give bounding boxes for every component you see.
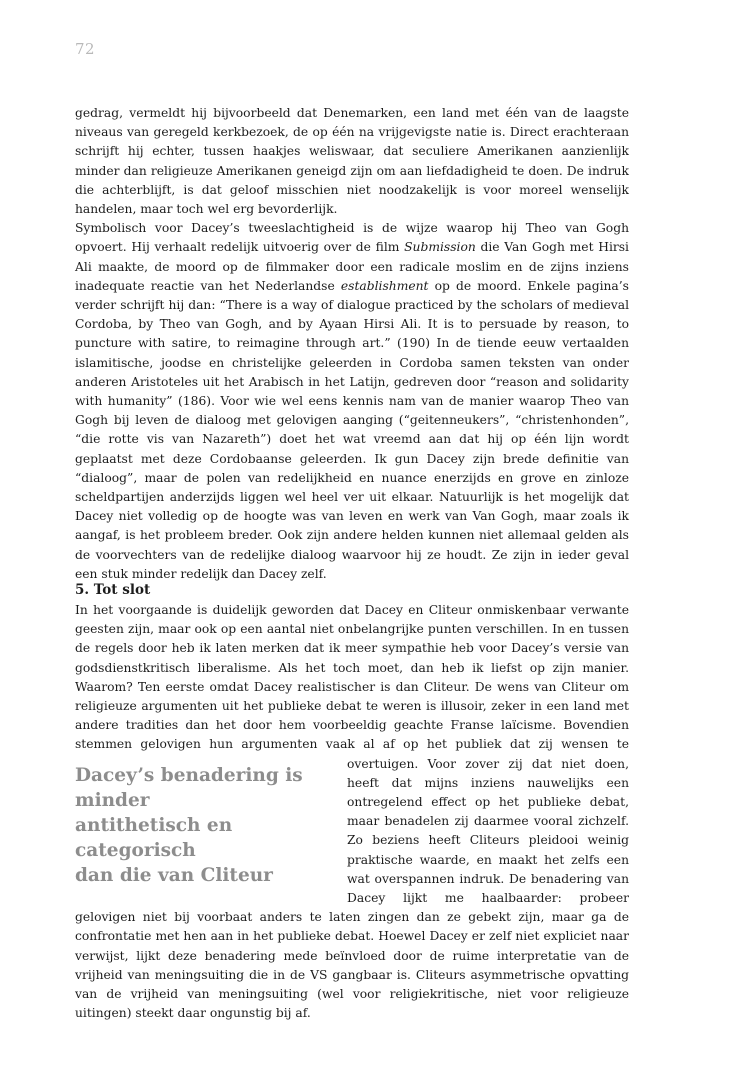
page-number: 72 xyxy=(75,40,96,58)
pull-quote xyxy=(75,763,337,888)
body-text-top xyxy=(75,104,629,584)
section-heading: 5. Tot slot xyxy=(75,582,151,598)
pull-quote-line-1: Dacey’s benadering is minder xyxy=(75,764,303,811)
paragraph-1: gedrag, vermeldt hij bijvoorbeeld dat Denemarken, een land met één van de laagste niveaus van geregeld kerkbezoek, de op één na vrijgevigste natie is. Direct erachteraan schrijft hij echter, tussen haakjes weliswaar, dat seculiere Amerikanen aanzienlijk minder dan religieuze Amerikanen geneigd zijn om aan liefdadigheid te doen. De indruk die achterblijft, is dat geloof misschien niet noodzakelijk is voor moreel wenselijk handelen, maar toch wel erg bevorderlijk. xyxy=(75,106,629,217)
paragraph-2 xyxy=(75,219,629,584)
paragraph-2-part-c: op de moord. Enkele pagina’s verder schrijft hij dan: “There is a way of dialogue practiced by the scholars of medieval Cordoba, by Theo van Gogh, and by Ayaan Hirsi Ali. It is to persuade by reason, to puncture with satire, to reimagine through art.” (190) In de tiende eeuw vertaalden islamitische, joodse en christelijke geleerden in Cordoba samen teksten van onder anderen Aristoteles uit het Arabisch in het Latijn, gedreven door “reason and solidarity with humanity” (186). Voor wie wel eens kennis nam van de manier waarop Theo van Gogh bij leven de dialoog met gelovigen aanging (“geitenneukers”, “christenhonden”, “die rotte vis van Nazareth”) doet het wat vreemd aan dat hij op één lijn wordt geplaatst met deze Cordobaanse geleerden. Ik gun Dacey zijn brede definitie van “dialoog”, maar de polen van redelijkheid en nuance enerzijds en grove en zinloze scheldpartijen anderzijds liggen wel heel ver uit elkaar. Natuurlijk is het mogelijk dat Dacey niet volledig op de hoogte was van leven en werk van Van Gogh, maar zoals ik aangaf, is het probleem breder. Ook zijn andere helden kunnen niet allemaal gelden als de voorvechters van de redelijke dialoog waarvoor hij ze houdt. Ze zijn in ieder geval een stuk minder redelijk dan Dacey zelf. xyxy=(75,278,629,581)
section-paragraph-continued: wensen te overtuigen. Voor zover zij dat niet doen, heeft dat mijns inziens nauwelijks een ontregelend effect op het publieke debat, maar benadelen zij daarmee vooral zichzelf. Zo beziens heeft Cliteurs pleidooi weinig praktische waarde, en maakt het zelfs een wat overspannen indruk. De benadering van Dacey lijkt me haalbaarder: probeer gelovigen niet bij voorbaat anders te laten zingen dan ze gebekt zijn, maar ga de confrontatie met hen aan in het publieke debat. Hoewel Dacey er zelf niet expliciet naar verwijst, lijkt deze benadering mede beïnvloed door de ruime interpretatie van de vrijheid van meningsuiting die in de VS gangbaar is. Cliteurs asymmetrische opvatting van de vrijheid van meningsuiting (wel voor religiekritische, niet voor religieuze uitingen) steekt daar ongunstig bij af. xyxy=(75,737,629,1021)
section-paragraph xyxy=(75,601,629,1023)
section-paragraph-text: In het voorgaande is duidelijk geworden dat Dacey en Cliteur onmiskenbaar verwante geesten zijn, maar ook op een aantal niet onbelangrijke punten verschillen. In en tussen de regels door heb ik laten merken dat ik meer sympathie heb voor Dacey’s versie van godsdienstkritisch liberalisme. Als het toch moet, dan heb ik liefst op zijn manier. Waarom? Ten eerste omdat Dacey realistischer is dan Cliteur. De wens van Cliteur om religieuze argumenten uit het publieke debat te weren is illusoir, zeker in een land met andere tradities dan het door hem voorbeeldig geachte Franse laïcisme. Bovendien stemmen gelovigen hun argumenten vaak al af op het publiek dat zij xyxy=(75,603,629,752)
section-tot-slot xyxy=(75,580,629,1023)
film-title-submission: Submission xyxy=(404,240,476,255)
pull-quote-line-2: antithetisch en categorisch xyxy=(75,814,233,861)
pull-quote-line-3: dan die van Cliteur xyxy=(75,864,273,886)
term-establishment: establishment xyxy=(340,278,429,293)
paragraph-2-part-b: die Van Gogh met Hirsi Ali maakte, de moord op de filmmaker door een radicale moslim en de zijns inziens inadequate reactie van het Nederlandse xyxy=(75,240,629,293)
paragraph-2-part-a: Symbolisch voor Dacey’s tweeslachtigheid is de wijze waarop hij Theo van Gogh opvoert. Hij verhaalt redelijk uitvoerig over de film xyxy=(75,221,629,255)
